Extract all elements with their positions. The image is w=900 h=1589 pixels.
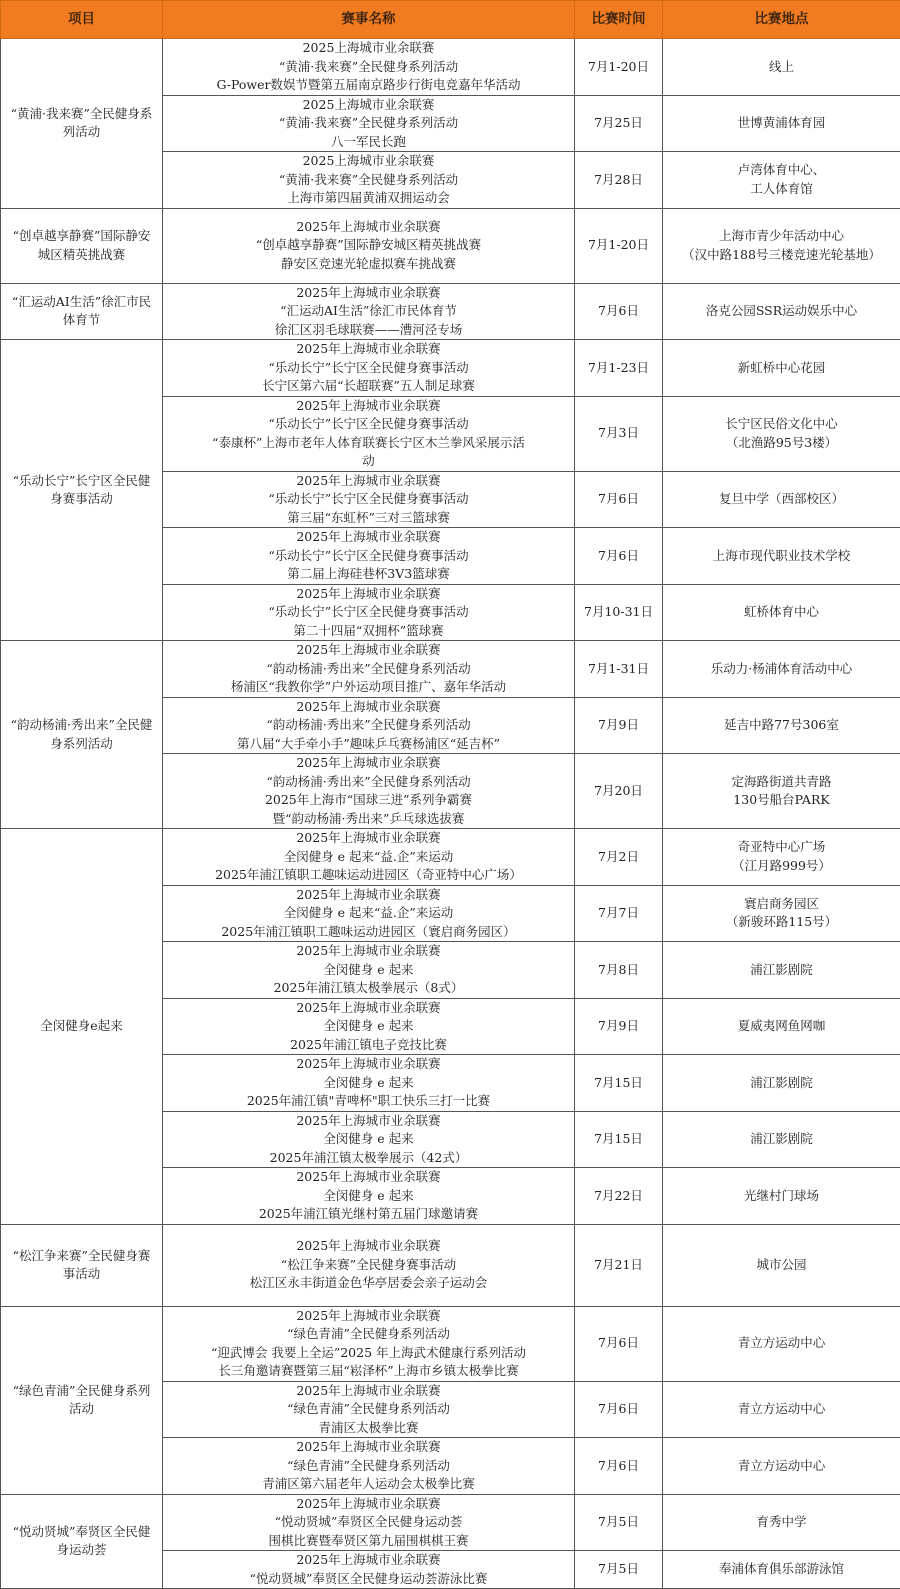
table-row [1,340,900,397]
event-venue-line: （江月路999号） [669,857,894,876]
table-row [1,1306,900,1381]
table-row [1,829,900,886]
event-venue-cell [663,208,900,283]
event-time-cell: 7月10-31日 [575,584,663,641]
project-cell: “乐动长宁”长宁区全民健身赛事活动 [1,340,163,641]
event-name-line: “韵动杨浦·秀出来”全民健身系列活动 [169,660,568,679]
event-name-line: G-Power数娱节暨第五届南京路步行街电竞嘉年华活动 [169,76,568,95]
event-name-line: “创卓越享静赛”国际静安城区精英挑战赛 [169,236,568,255]
event-name-cell [163,942,575,999]
event-time-cell: 7月6日 [575,1306,663,1381]
event-name-line: “绿色青浦”全民健身系列活动 [169,1457,568,1476]
event-name-cell [163,641,575,698]
header-name: 赛事名称 [163,1,575,39]
event-time-cell: 7月1-20日 [575,39,663,96]
project-cell: “汇运动AI生活”徐汇市民体育节 [1,283,163,340]
event-venue-line: 上海市现代职业技术学校 [669,547,894,566]
event-time-cell: 7月5日 [575,1551,663,1589]
event-time-cell: 7月6日 [575,283,663,340]
event-time-cell: 7月15日 [575,1111,663,1168]
event-name-line: “泰康杯”上海市老年人体育联赛长宁区木兰拳风采展示活 [169,434,568,453]
event-venue-line: （北渔路95号3楼） [669,434,894,453]
project-cell: “黄浦·我来赛”全民健身系列活动 [1,39,163,209]
project-cell: “松江争来赛”全民健身赛事活动 [1,1224,163,1306]
event-venue-line: 光继村门球场 [669,1187,894,1206]
event-name-line: 动 [169,452,568,471]
event-venue-line: 线上 [669,58,894,77]
event-name-line: 围棋比赛暨奉贤区第九届围棋棋王赛 [169,1532,568,1551]
event-time-cell: 7月9日 [575,998,663,1055]
event-name-line: 2025年上海城市业余联赛 [169,585,568,604]
event-name-line: “松江争来赛”全民健身赛事活动 [169,1256,568,1275]
event-venue-cell [663,1381,900,1438]
event-time-cell: 7月20日 [575,754,663,829]
event-name-line: “黄浦·我来赛”全民健身系列活动 [169,171,568,190]
event-time-cell: 7月3日 [575,396,663,471]
event-venue-line: 新虹桥中心花园 [669,359,894,378]
event-name-line: “悦动贤城”奉贤区全民健身运动荟游泳比赛 [169,1570,568,1589]
event-venue-cell [663,641,900,698]
event-name-line: “汇运动AI生活”徐汇市民体育节 [169,302,568,321]
event-name-line: 2025年浦江镇"青啤杯"职工快乐三打一比赛 [169,1092,568,1111]
event-name-line: 上海市第四届黄浦双拥运动会 [169,189,568,208]
event-name-cell [163,340,575,397]
table-row [1,1494,900,1551]
event-venue-cell [663,1111,900,1168]
event-name-cell [163,1306,575,1381]
event-name-line: 2025年上海城市业余联赛 [169,472,568,491]
event-venue-cell [663,829,900,886]
event-name-line: 2025年浦江镇光继村第五届门球邀请赛 [169,1205,568,1224]
table-row [1,283,900,340]
event-name-cell [163,584,575,641]
event-name-line: 2025年上海城市业余联赛 [169,1055,568,1074]
event-name-line: “迎武博会 我要上全运”2025 年上海武术健康行系列活动 [169,1344,568,1363]
event-venue-line: 浦江影剧院 [669,1130,894,1149]
event-venue-cell [663,998,900,1055]
event-name-line: 全闵健身 e 起来 [169,1130,568,1149]
event-time-cell: 7月21日 [575,1224,663,1306]
event-venue-cell [663,152,900,209]
event-name-line: “黄浦·我来赛”全民健身系列活动 [169,58,568,77]
event-venue-cell [663,283,900,340]
project-cell: “绿色青浦”全民健身系列活动 [1,1306,163,1494]
event-venue-line: 青立方运动中心 [669,1400,894,1419]
event-venue-line: 夏威夷网鱼网咖 [669,1017,894,1036]
event-name-line: 全闵健身 e 起来 [169,961,568,980]
event-name-line: 全闵健身 e 起来 [169,1074,568,1093]
event-name-line: “韵动杨浦·秀出来”全民健身系列活动 [169,716,568,735]
event-time-cell: 7月7日 [575,885,663,942]
event-name-line: 第三届“东虹杯”三对三篮球赛 [169,509,568,528]
event-name-line: 第二届上海硅巷杯3V3篮球赛 [169,565,568,584]
event-time-cell: 7月6日 [575,1381,663,1438]
event-name-line: 全闵健身 e 起来 [169,1187,568,1206]
event-name-cell [163,39,575,96]
event-name-cell [163,829,575,886]
event-venue-line: 青立方运动中心 [669,1334,894,1353]
event-name-cell [163,1551,575,1589]
event-venue-cell [663,396,900,471]
event-name-line: 青浦区太极拳比赛 [169,1419,568,1438]
event-name-cell [163,1224,575,1306]
event-venue-cell [663,1224,900,1306]
event-name-line: 2025上海城市业余联赛 [169,96,568,115]
event-time-cell: 7月9日 [575,697,663,754]
event-venue-cell [663,39,900,96]
event-venue-line: 浦江影剧院 [669,1074,894,1093]
event-venue-line: （汉中路188号三楼竞速光轮基地） [669,246,894,265]
event-name-line: 2025年上海城市业余联赛 [169,641,568,660]
header-venue: 比赛地点 [663,1,900,39]
event-venue-line: 洛克公园SSR运动娱乐中心 [669,302,894,321]
event-name-line: 2025年上海城市业余联赛 [169,1112,568,1131]
event-name-line: 八一军民长跑 [169,133,568,152]
event-time-cell: 7月1-23日 [575,340,663,397]
event-venue-line: 虹桥体育中心 [669,603,894,622]
event-venue-line: 延吉中路77号306室 [669,716,894,735]
event-name-line: 2025年上海城市业余联赛 [169,886,568,905]
event-time-cell: 7月8日 [575,942,663,999]
event-venue-line: 上海市青少年活动中心 [669,227,894,246]
event-name-line: “绿色青浦”全民健身系列活动 [169,1325,568,1344]
event-venue-line: 乐动力·杨浦体育活动中心 [669,660,894,679]
event-time-cell: 7月1-20日 [575,208,663,283]
event-name-line: 2025年浦江镇太极拳展示（8式） [169,979,568,998]
event-time-cell: 7月15日 [575,1055,663,1112]
event-time-cell: 7月1-31日 [575,641,663,698]
event-name-line: 2025年上海城市业余联赛 [169,999,568,1018]
table-row [1,39,900,96]
event-venue-line: 长宁区民俗文化中心 [669,415,894,434]
event-name-line: 长三角邀请赛暨第三届“崧泽杯”上海市乡镇太极拳比赛 [169,1362,568,1381]
event-name-cell [163,95,575,152]
event-venue-line: 育秀中学 [669,1513,894,1532]
event-name-line: 暨“韵动杨浦·秀出来”乒乓球选拔赛 [169,810,568,829]
event-name-line: 2025年上海城市业余联赛 [169,1307,568,1326]
event-name-line: 2025年浦江镇职工趣味运动进园区（寰启商务园区） [169,923,568,942]
event-name-line: 长宁区第六届“长超联赛”五人制足球赛 [169,377,568,396]
event-name-line: 第二十四届“双拥杯”篮球赛 [169,622,568,641]
event-time-cell: 7月28日 [575,152,663,209]
event-name-line: 2025年上海城市业余联赛 [169,1168,568,1187]
event-name-line: 2025年浦江镇职工趣味运动进园区（奇亚特中心广场） [169,866,568,885]
event-name-line: “悦动贤城”奉贤区全民健身运动荟 [169,1513,568,1532]
event-time-cell: 7月6日 [575,1438,663,1495]
event-venue-cell [663,471,900,528]
event-name-cell [163,1168,575,1225]
event-venue-line: 青立方运动中心 [669,1457,894,1476]
event-name-cell [163,885,575,942]
event-time-cell: 7月5日 [575,1494,663,1551]
event-name-line: “乐动长宁”长宁区全民健身赛事活动 [169,490,568,509]
event-venue-cell [663,697,900,754]
event-name-cell [163,152,575,209]
event-name-line: 2025年上海城市业余联赛 [169,1495,568,1514]
event-name-cell [163,471,575,528]
event-venue-cell [663,754,900,829]
event-venue-cell [663,340,900,397]
event-venue-line: 奇亚特中心广场 [669,838,894,857]
event-venue-line: 城市公园 [669,1256,894,1275]
event-venue-cell [663,1551,900,1589]
event-name-line: 2025年上海城市业余联赛 [169,754,568,773]
table-row [1,208,900,283]
event-name-cell [163,1494,575,1551]
event-name-line: “韵动杨浦·秀出来”全民健身系列活动 [169,773,568,792]
event-name-line: 2025年上海城市业余联赛 [169,1382,568,1401]
event-name-line: 2025年上海城市业余联赛 [169,829,568,848]
event-name-line: 2025年上海城市业余联赛 [169,942,568,961]
event-name-line: 2025年上海城市业余联赛 [169,1551,568,1570]
event-name-cell [163,283,575,340]
event-name-line: 青浦区第六届老年人运动会太极拳比赛 [169,1475,568,1494]
event-name-line: 全闵健身 e 起来“益.企”来运动 [169,904,568,923]
event-name-cell [163,1381,575,1438]
event-name-line: “乐动长宁”长宁区全民健身赛事活动 [169,415,568,434]
event-name-line: “黄浦·我来赛”全民健身系列活动 [169,114,568,133]
event-name-line: 2025年上海市“国球三进”系列争霸赛 [169,791,568,810]
header-project: 项目 [1,1,163,39]
table-row [1,641,900,698]
event-venue-cell [663,942,900,999]
event-venue-cell [663,1438,900,1495]
event-name-line: 2025年上海城市业余联赛 [169,218,568,237]
event-name-cell [163,697,575,754]
event-venue-line: （新骏环路115号） [669,913,894,932]
header-time: 比赛时间 [575,1,663,39]
event-name-cell [163,208,575,283]
event-name-line: 2025年上海城市业余联赛 [169,1438,568,1457]
event-name-line: “绿色青浦”全民健身系列活动 [169,1400,568,1419]
event-name-line: “乐动长宁”长宁区全民健身赛事活动 [169,359,568,378]
project-cell: “悦动贤城”奉贤区全民健身运动荟 [1,1494,163,1589]
event-name-cell [163,1438,575,1495]
event-venue-cell [663,584,900,641]
event-venue-cell [663,1494,900,1551]
event-name-line: 2025上海城市业余联赛 [169,152,568,171]
event-venue-line: 浦江影剧院 [669,961,894,980]
table-row [1,1224,900,1306]
event-name-cell [163,528,575,585]
event-time-cell: 7月6日 [575,471,663,528]
event-name-cell [163,1055,575,1112]
event-venue-line: 工人体育馆 [669,180,894,199]
event-name-line: 全闵健身 e 起来 [169,1017,568,1036]
event-venue-line: 奉浦体育俱乐部游泳馆 [669,1560,894,1579]
event-time-cell: 7月2日 [575,829,663,886]
event-name-line: 2025年上海城市业余联赛 [169,698,568,717]
event-name-line: 徐汇区羽毛球联赛——漕河泾专场 [169,321,568,340]
header-row [1,1,900,39]
event-venue-cell [663,1168,900,1225]
event-name-line: 2025年上海城市业余联赛 [169,1237,568,1256]
event-venue-cell [663,95,900,152]
event-name-cell [163,396,575,471]
event-time-cell: 7月25日 [575,95,663,152]
event-name-line: 2025年浦江镇电子竞技比赛 [169,1036,568,1055]
event-name-line: 松江区永丰街道金色华亭居委会亲子运动会 [169,1274,568,1293]
project-cell: “创卓越享静赛”国际静安城区精英挑战赛 [1,208,163,283]
event-venue-cell [663,528,900,585]
event-name-line: 2025年上海城市业余联赛 [169,340,568,359]
project-cell: “韵动杨浦·秀出来”全民健身系列活动 [1,641,163,829]
event-venue-cell [663,1306,900,1381]
event-name-line: “乐动长宁”长宁区全民健身赛事活动 [169,547,568,566]
event-name-line: 全闵健身 e 起来“益.企”来运动 [169,848,568,867]
event-name-cell [163,998,575,1055]
event-venue-cell [663,885,900,942]
project-cell: 全闵健身e起来 [1,829,163,1225]
event-name-line: 杨浦区“我教你学”户外运动项目推广、嘉年华活动 [169,678,568,697]
event-name-line: 2025年上海城市业余联赛 [169,397,568,416]
event-name-line: 2025年浦江镇太极拳展示（42式） [169,1149,568,1168]
event-venue-line: 复旦中学（西部校区） [669,490,894,509]
event-venue-cell [663,1055,900,1112]
event-name-line: 第八届“大手牵小手”趣味乒乓赛杨浦区“延吉杯” [169,735,568,754]
event-name-cell [163,754,575,829]
event-venue-line: 寰启商务园区 [669,895,894,914]
event-name-line: 2025年上海城市业余联赛 [169,284,568,303]
event-venue-line: 130号船台PARK [669,791,894,810]
event-venue-line: 世博黄浦体育园 [669,114,894,133]
event-name-line: 2025年上海城市业余联赛 [169,528,568,547]
event-name-cell [163,1111,575,1168]
event-venue-line: 定海路街道共青路 [669,773,894,792]
event-name-line: 2025上海城市业余联赛 [169,39,568,58]
event-venue-line: 卢湾体育中心、 [669,161,894,180]
event-time-cell: 7月6日 [575,528,663,585]
event-name-line: 静安区竞速光轮虚拟赛车挑战赛 [169,255,568,274]
event-time-cell: 7月22日 [575,1168,663,1225]
event-name-line: “乐动长宁”长宁区全民健身赛事活动 [169,603,568,622]
